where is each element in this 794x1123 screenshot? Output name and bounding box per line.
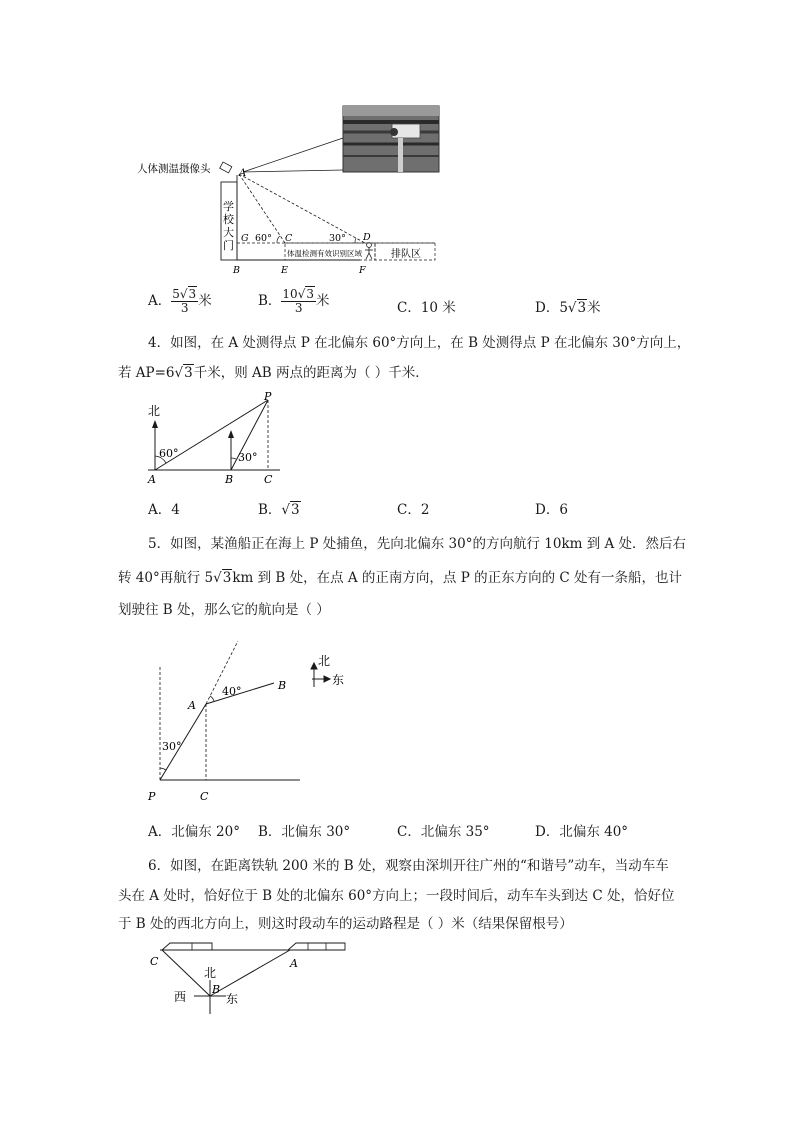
q3-option-b[interactable]: B． $\frac{10√3}{3}$ 米 (258, 287, 330, 315)
q4-north-label: 北 (148, 404, 161, 418)
train-left (162, 943, 212, 950)
q3-figure (135, 100, 465, 280)
q3-option-d[interactable]: D．5√3米 (535, 300, 601, 316)
q4-option-c[interactable]: C．2 (397, 502, 430, 518)
q5-option-b[interactable]: B．北偏东 30° (258, 824, 351, 840)
camera-photo (343, 106, 439, 172)
q5-option-c[interactable]: C．北偏东 35° (397, 824, 490, 840)
q4-angle-30: 30° (238, 451, 258, 464)
q3-label-A: A (239, 168, 247, 179)
q3-label-G: G (241, 233, 249, 244)
q5-text-line2: 转 40°再航行 5√3km 到 B 处，在点 A 的正南方向，点 P 的正东方向的 C 处有一条船，也计 (118, 570, 682, 586)
q4-label-A: A (148, 473, 156, 485)
q5-text-line1: 5．如图，某渔船正在海上 P 处捕鱼，先向北偏东 30°的方向航行 10km 到 A 处．然后右 (148, 536, 687, 552)
q5-label-A: A (188, 699, 196, 712)
gate-char-2: 校 (223, 213, 234, 226)
q5-option-d[interactable]: D．北偏东 40° (535, 824, 629, 840)
q4-label-P: P (264, 390, 272, 403)
q3-angle-60: 60° (255, 233, 272, 244)
q5-angle-30: 30° (162, 740, 182, 753)
q4-option-a[interactable]: A．4 (148, 502, 180, 518)
q5-angle-40: 40° (222, 685, 242, 698)
detection-zone-label: 体温检测有效识别区域 (287, 249, 362, 258)
train-right (288, 943, 345, 950)
q3-label-B: B (233, 265, 240, 276)
q6-north-label: 北 (204, 966, 217, 980)
camera-label: 人体测温摄像头 (137, 163, 211, 175)
q3-angle-30: 30° (329, 233, 346, 244)
q4-text-line1: 4．如图，在 A 处测得点 P 在北偏东 60°方向上，在 B 处测得点 P 在北偏东 30°方向上， (148, 335, 691, 351)
q5-north-label: 北 (318, 654, 331, 668)
q6-figure (140, 938, 360, 1018)
q6-text-line1: 6．如图，在距离铁轨 200 米的 B 处，观察由深圳开往广州的“和谐号”动车，当动车车 (148, 858, 669, 874)
q3-label-F: F (359, 265, 366, 276)
q5-text-line3: 划驶往 B 处，那么它的航向是（ ） (118, 602, 330, 618)
q4-option-d[interactable]: D．6 (535, 502, 568, 518)
q5-option-a[interactable]: A．北偏东 20° (148, 824, 240, 840)
q4-option-b[interactable]: B．√3 (258, 502, 300, 518)
gate-char-4: 门 (223, 239, 234, 252)
camera-icon (220, 162, 232, 173)
person-icon (365, 243, 373, 259)
q6-label-B: B (212, 983, 221, 996)
q6-label-C: C (150, 955, 159, 968)
q4-figure (140, 390, 300, 485)
q5-label-P: P (148, 790, 156, 803)
q3-option-a[interactable]: A． $\frac{5√3}{3}$ 米 (148, 287, 212, 315)
q4-angle-60: 60° (159, 447, 179, 460)
q6-east-label: 东 (226, 992, 239, 1006)
q3-label-D: D (363, 232, 371, 243)
q4-label-B: B (225, 473, 234, 485)
q5-label-C: C (200, 790, 209, 803)
q6-west-label: 西 (174, 990, 187, 1004)
q5-figure (140, 635, 360, 810)
q5-east-label: 东 (332, 673, 345, 687)
q6-text-line2: 头在 A 处时，恰好位于 B 处的北偏东 60°方向上；一段时间后，动车车头到达 C 处，恰好位 (118, 888, 675, 904)
q6-text-line3: 于 B 处的西北方向上，则这时段动车的运动路程是（ ）米（结果保留根号） (118, 916, 573, 932)
q3-option-c[interactable]: C．10 米 (397, 300, 456, 316)
gate-char-3: 大 (223, 226, 234, 239)
q4-text-line2: 若 AP=6√3千米，则 AB 两点的距离为（ ）千米． (118, 365, 429, 381)
q4-label-C: C (264, 473, 273, 485)
queue-zone-label: 排队区 (391, 249, 421, 260)
q3-label-E: E (281, 265, 288, 276)
q6-label-A: A (290, 957, 298, 970)
q3-label-C: C (285, 233, 293, 244)
gate-char-1: 学 (223, 200, 234, 213)
q5-label-B: B (278, 679, 287, 692)
